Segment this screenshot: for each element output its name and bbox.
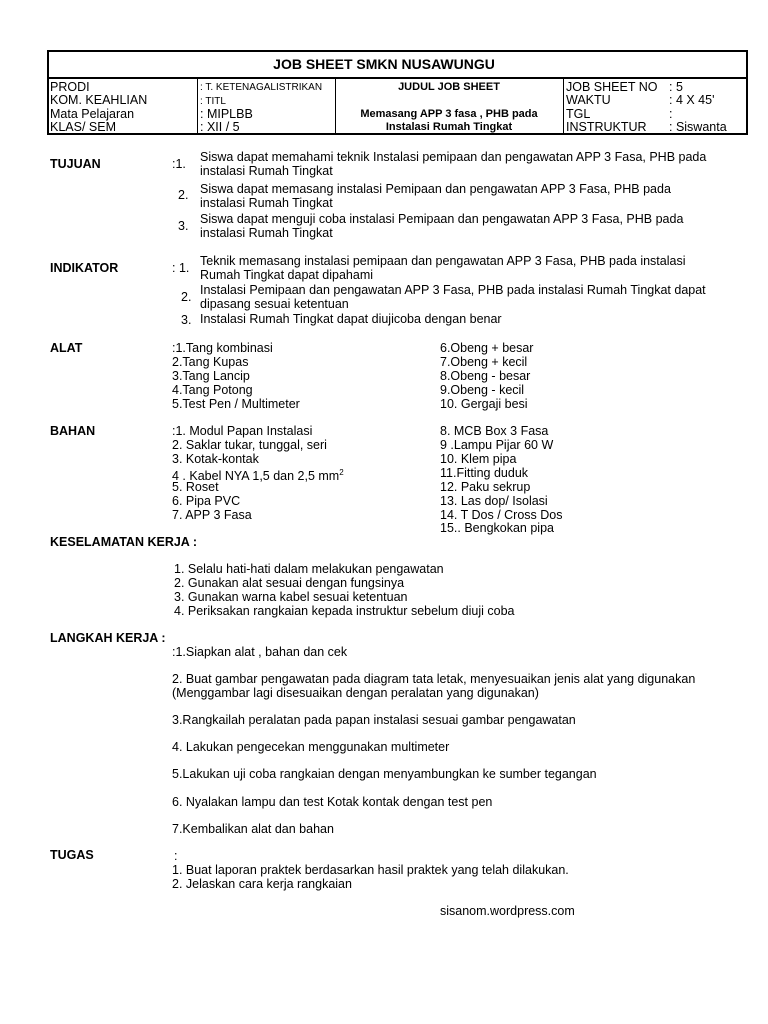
indikator-num-1: : 1. bbox=[172, 261, 190, 275]
header-label-instruktur: INSTRUKTUR bbox=[566, 120, 647, 134]
tujuan-num-2: 2. bbox=[178, 188, 189, 202]
header-value-klas-sem: : XII / 5 bbox=[200, 120, 240, 134]
bahan-item-7: 7. APP 3 Fasa bbox=[172, 508, 252, 522]
bahan-item-6: 6. Pipa PVC bbox=[172, 494, 241, 508]
langkah-item-2: 2. Buat gambar pengawatan pada diagram tata letak, menyesuaikan jenis alat yang digunakan bbox=[172, 672, 696, 686]
bahan-item-4-superscript: 2 bbox=[339, 468, 344, 477]
keselamatan-item-2: 2. Gunakan alat sesuai dengan fungsinya bbox=[174, 576, 405, 590]
bahan-item-13: 13. Las dop/ Isolasi bbox=[440, 494, 548, 508]
tujuan-num-3: 3. bbox=[178, 219, 189, 233]
tujuan-3-line-2: instalasi Rumah Tingkat bbox=[200, 226, 333, 240]
alat-item-2: 2.Tang Kupas bbox=[172, 355, 249, 369]
header-label-waktu: WAKTU bbox=[566, 93, 611, 107]
indikator-1-line-1: Teknik memasang instalasi pemipaan dan pengawatan APP 3 Fasa, PHB pada instalasi bbox=[200, 254, 686, 268]
tugas-label: TUGAS bbox=[50, 848, 94, 862]
bahan-item-11: 11.Fitting duduk bbox=[440, 466, 529, 480]
alat-item-6: 6.Obeng + besar bbox=[440, 341, 534, 355]
bahan-item-14: 14. T Dos / Cross Dos bbox=[440, 508, 563, 522]
header-value-mata-pelajaran: : MIPLBB bbox=[200, 107, 253, 121]
keselamatan-item-4: 4. Periksakan rangkaian kepada instruktur sebelum diuji coba bbox=[174, 604, 515, 618]
indikator-2-line-2: dipasang sesuai ketentuan bbox=[200, 297, 349, 311]
page-title: JOB SHEET SMKN NUSAWUNGU bbox=[273, 56, 495, 72]
header-label-job-sheet-no: JOB SHEET NO bbox=[566, 80, 658, 94]
header-value-job-sheet-no: : 5 bbox=[669, 80, 683, 94]
bahan-item-3: 3. Kotak-kontak bbox=[172, 452, 259, 466]
tugas-colon: : bbox=[174, 849, 178, 863]
alat-item-9: 9.Obeng - kecil bbox=[440, 383, 525, 397]
tujuan-3-line-1: Siswa dapat menguji coba instalasi Pemipaan dan pengawatan APP 3 Fasa, PHB pada bbox=[200, 212, 684, 226]
tujuan-1-line-1: Siswa dapat memahami teknik Instalasi pemipaan dan pengawatan APP 3 Fasa, PHB pada bbox=[200, 150, 707, 164]
bahan-item-5: 5. Roset bbox=[172, 480, 219, 494]
alat-item-10: 10. Gergaji besi bbox=[440, 397, 528, 411]
indikator-num-2: 2. bbox=[181, 290, 192, 304]
alat-item-4: 4.Tang Potong bbox=[172, 383, 253, 397]
langkah-item-7: 7.Kembalikan alat dan bahan bbox=[172, 822, 334, 836]
indikator-label: INDIKATOR bbox=[50, 261, 119, 275]
bahan-label: BAHAN bbox=[50, 424, 96, 438]
alat-item-5: 5.Test Pen / Multimeter bbox=[172, 397, 300, 411]
keselamatan-item-1: 1. Selalu hati-hati dalam melakukan pengawatan bbox=[174, 562, 444, 576]
bahan-item-10: 10. Klem pipa bbox=[440, 452, 517, 466]
bahan-item-2: 2. Saklar tukar, tunggal, seri bbox=[172, 438, 327, 452]
langkah-item-2-note: (Menggambar lagi disesuaikan dengan peralatan yang digunakan) bbox=[172, 686, 539, 700]
tujuan-2-line-1: Siswa dapat memasang instalasi Pemipaan dan pengawatan APP 3 Fasa, PHB pada bbox=[200, 182, 671, 196]
bahan-item-4-text: 4 . Kabel NYA 1,5 dan 2,5 mm bbox=[172, 469, 340, 484]
langkah-item-4: 4. Lakukan pengecekan menggunakan multimeter bbox=[172, 740, 450, 754]
header-label-mata-pelajaran: Mata Pelajaran bbox=[50, 107, 135, 121]
header-value-prodi: : T. KETENAGALISTRIKAN bbox=[200, 82, 323, 93]
langkah-label: LANGKAH KERJA : bbox=[50, 631, 166, 645]
header-value-tgl: : bbox=[669, 107, 673, 121]
bahan-item-1: :1. Modul Papan Instalasi bbox=[172, 424, 313, 438]
header-value-instruktur: : Siswanta bbox=[669, 120, 727, 134]
alat-item-1: :1.Tang kombinasi bbox=[172, 341, 273, 355]
header-label-tgl: TGL bbox=[566, 107, 591, 121]
langkah-item-6: 6. Nyalakan lampu dan test Kotak kontak dengan test pen bbox=[172, 795, 493, 809]
alat-item-8: 8.Obeng - besar bbox=[440, 369, 531, 383]
tujuan-2-line-2: instalasi Rumah Tingkat bbox=[200, 196, 333, 210]
bahan-item-12: 12. Paku sekrup bbox=[440, 480, 531, 494]
bahan-item-8: 8. MCB Box 3 Fasa bbox=[440, 424, 549, 438]
indikator-num-3: 3. bbox=[181, 313, 192, 327]
header-label-klas-sem: KLAS/ SEM bbox=[50, 120, 116, 134]
keselamatan-label: KESELAMATAN KERJA : bbox=[50, 535, 197, 549]
judul-label: JUDUL JOB SHEET bbox=[398, 81, 500, 93]
header-value-waktu: : 4 X 45' bbox=[669, 93, 715, 107]
langkah-item-1: :1.Siapkan alat , bahan dan cek bbox=[172, 645, 348, 659]
header-col-divider-1 bbox=[197, 78, 198, 134]
indikator-3-line-1: Instalasi Rumah Tingkat dapat diujicoba dengan benar bbox=[200, 312, 502, 326]
header-divider bbox=[47, 77, 748, 79]
header-label-kom-keahlian: KOM. KEAHLIAN bbox=[50, 93, 148, 107]
header-label-prodi: PRODI bbox=[50, 80, 90, 94]
indikator-2-line-1: Instalasi Pemipaan dan pengawatan APP 3 Fasa, PHB pada instalasi Rumah Tingkat dapat bbox=[200, 283, 706, 297]
langkah-item-3: 3.Rangkailah peralatan pada papan instalasi sesuai gambar pengawatan bbox=[172, 713, 576, 727]
langkah-item-5: 5.Lakukan uji coba rangkaian dengan menyambungkan ke sumber tegangan bbox=[172, 767, 597, 781]
tugas-item-1: 1. Buat laporan praktek berdasarkan hasil praktek yang telah dilakukan. bbox=[172, 863, 569, 877]
tujuan-num-1: :1. bbox=[172, 157, 186, 171]
footer-source: sisanom.wordpress.com bbox=[440, 904, 575, 918]
header-col-divider-3 bbox=[563, 78, 564, 134]
alat-item-3: 3.Tang Lancip bbox=[172, 369, 250, 383]
keselamatan-item-3: 3. Gunakan warna kabel sesuai ketentuan bbox=[174, 590, 408, 604]
bahan-item-9: 9 .Lampu Pijar 60 W bbox=[440, 438, 554, 452]
alat-label: ALAT bbox=[50, 341, 83, 355]
bahan-item-15: 15.. Bengkokan pipa bbox=[440, 521, 554, 535]
tujuan-label: TUJUAN bbox=[50, 157, 101, 171]
indikator-1-line-2: Rumah Tingkat dapat dipahami bbox=[200, 268, 374, 282]
judul-line-1: Memasang APP 3 fasa , PHB pada bbox=[360, 108, 538, 120]
tugas-item-2: 2. Jelaskan cara kerja rangkaian bbox=[172, 877, 352, 891]
judul-line-2: Instalasi Rumah Tingkat bbox=[385, 121, 513, 133]
alat-item-7: 7.Obeng + kecil bbox=[440, 355, 528, 369]
tujuan-1-line-2: instalasi Rumah Tingkat bbox=[200, 164, 333, 178]
header-value-kom-keahlian: : TITL bbox=[200, 96, 226, 107]
